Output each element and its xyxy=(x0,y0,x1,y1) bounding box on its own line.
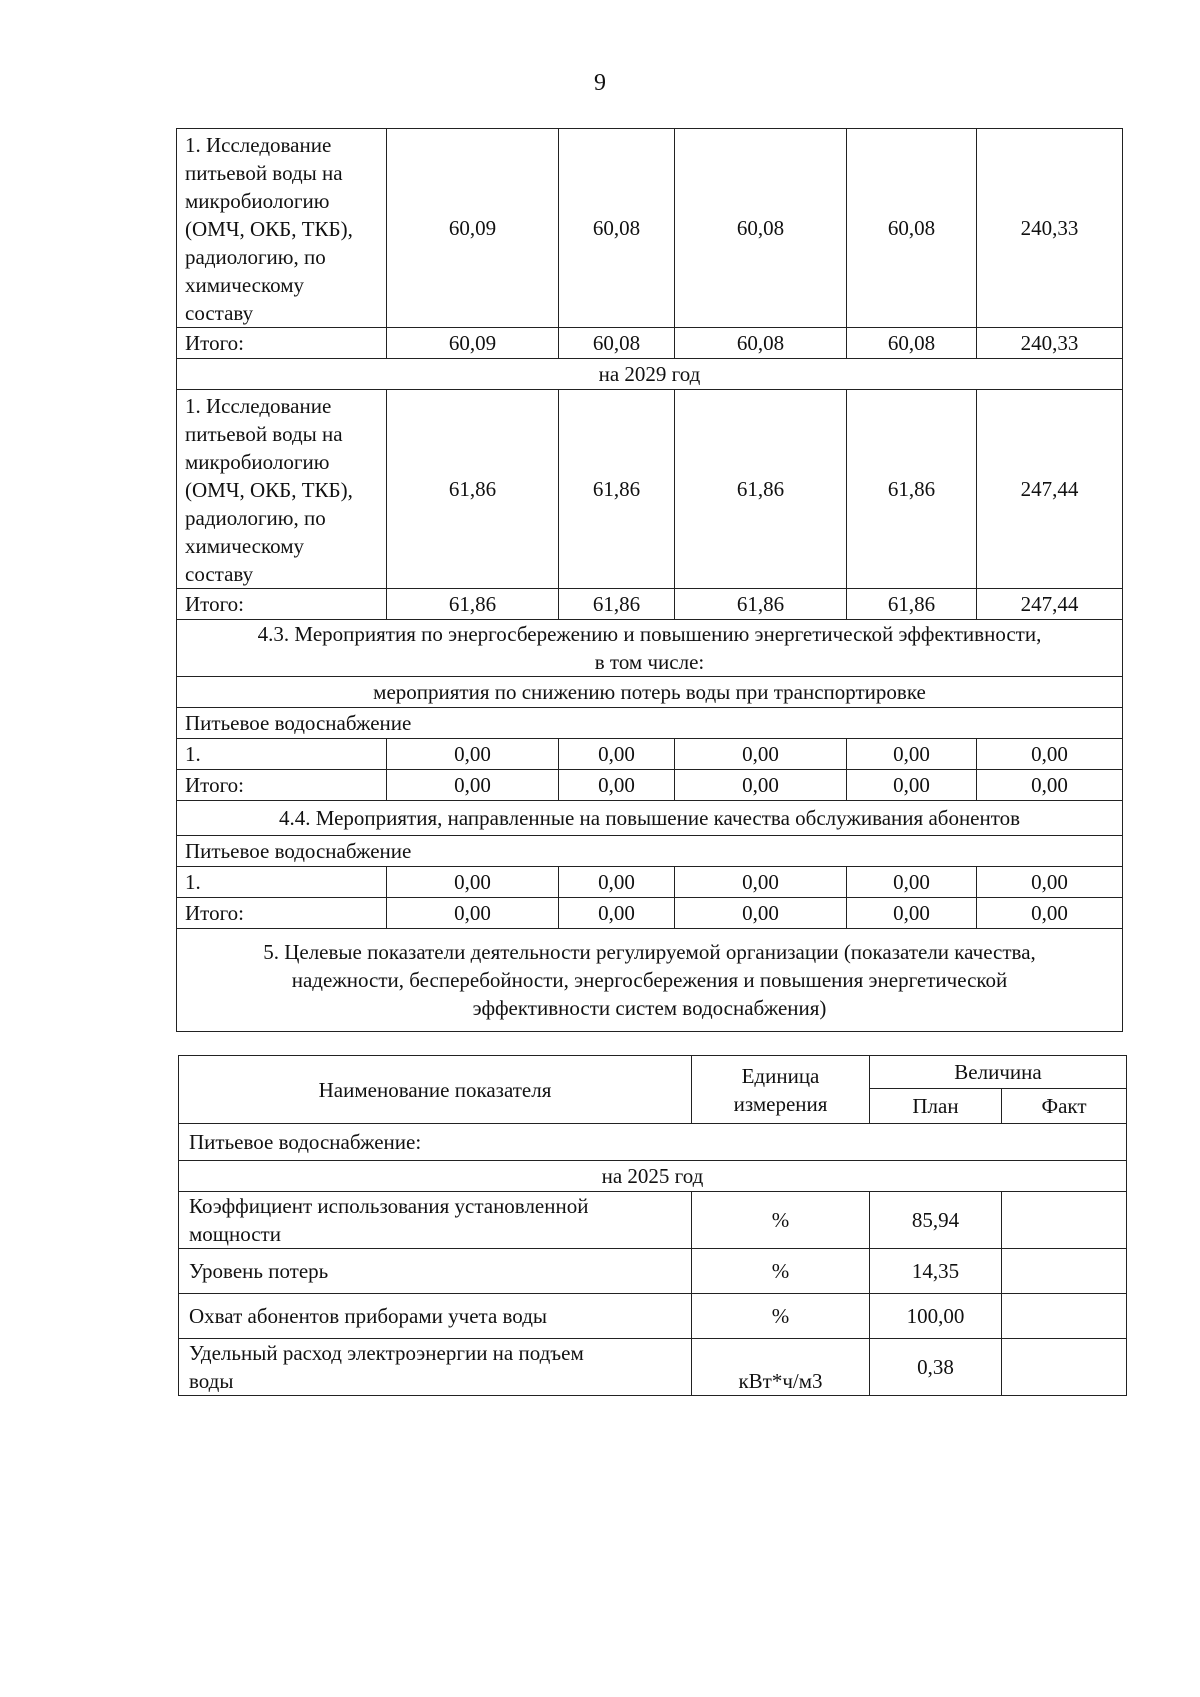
total-row xyxy=(177,770,1123,801)
value-cell: 61,86 xyxy=(559,589,675,620)
total-value-cell: 0,00 xyxy=(977,867,1123,898)
indicator-name: Уровень потерь xyxy=(179,1249,692,1294)
value-cell: 61,86 xyxy=(675,390,847,589)
value-cell: 0,00 xyxy=(559,898,675,929)
category-label: Питьевое водоснабжение xyxy=(177,708,1123,739)
year-header: на 2025 год xyxy=(179,1161,1127,1192)
value-cell: 0,00 xyxy=(387,898,559,929)
indicator-name: Удельный расход электроэнергии на подъем воды xyxy=(179,1339,692,1396)
plan-cell: 0,38 xyxy=(870,1339,1002,1396)
indicator-name: Охват абонентов приборами учета воды xyxy=(179,1294,692,1339)
total-value-cell: 247,44 xyxy=(977,589,1123,620)
plan-cell: 100,00 xyxy=(870,1294,1002,1339)
section-heading-row xyxy=(177,929,1123,1032)
plan-cell: 14,35 xyxy=(870,1249,1002,1294)
value-cell: 61,86 xyxy=(847,589,977,620)
value-cell: 0,00 xyxy=(675,739,847,770)
fact-cell xyxy=(1002,1192,1127,1249)
value-cell: 0,00 xyxy=(387,770,559,801)
unit-cell: % xyxy=(692,1249,870,1294)
section-heading: 5. Целевые показатели деятельности регулируемой организации (показатели качества, надежности, бесперебойности, энергосбережения и повышения энергетической эффективности систем водоснабжения) xyxy=(177,929,1123,1032)
table-row xyxy=(177,867,1123,898)
value-cell: 60,08 xyxy=(675,129,847,328)
value-cell: 0,00 xyxy=(387,739,559,770)
measure-description: 1. Исследование питьевой воды на микробиологию (ОМЧ, ОКБ, ТКБ), радиологию, по химическому составу xyxy=(177,129,387,328)
year-header-row xyxy=(179,1161,1127,1192)
fact-cell xyxy=(1002,1249,1127,1294)
value-cell: 60,09 xyxy=(387,129,559,328)
total-label: Итого: xyxy=(177,589,387,620)
total-value-cell: 0,00 xyxy=(977,770,1123,801)
value-cell: 0,00 xyxy=(675,898,847,929)
value-cell: 0,00 xyxy=(675,867,847,898)
year-header-row xyxy=(177,359,1123,390)
value-cell: 0,00 xyxy=(847,739,977,770)
value-cell: 61,86 xyxy=(559,390,675,589)
value-cell: 0,00 xyxy=(559,770,675,801)
total-value-cell: 240,33 xyxy=(977,129,1123,328)
value-cell: 60,08 xyxy=(559,328,675,359)
value-cell: 60,08 xyxy=(559,129,675,328)
plan-cell: 85,94 xyxy=(870,1192,1002,1249)
table-row xyxy=(179,1249,1127,1294)
subheading-row xyxy=(177,677,1123,708)
section-heading-row xyxy=(177,620,1123,677)
section-heading: 4.3. Мероприятия по энергосбережению и повышению энергетической эффективности, в том числе: xyxy=(177,620,1123,677)
value-cell: 61,86 xyxy=(675,589,847,620)
category-row xyxy=(177,836,1123,867)
measure-description: 1. Исследование питьевой воды на микробиологию (ОМЧ, ОКБ, ТКБ), радиологию, по химическому составу xyxy=(177,390,387,589)
col-header-unit: Единица измерения xyxy=(692,1056,870,1124)
total-row xyxy=(177,328,1123,359)
table-row xyxy=(179,1294,1127,1339)
total-value-cell: 0,00 xyxy=(977,739,1123,770)
value-cell: 61,86 xyxy=(387,390,559,589)
category-label: Питьевое водоснабжение: xyxy=(179,1124,1127,1161)
investment-program-table xyxy=(176,128,1123,1032)
value-cell: 60,08 xyxy=(675,328,847,359)
value-cell: 0,00 xyxy=(387,867,559,898)
table-row xyxy=(177,739,1123,770)
total-value-cell: 240,33 xyxy=(977,328,1123,359)
col-header-value: Величина xyxy=(870,1056,1127,1089)
category-label: Питьевое водоснабжение xyxy=(177,836,1123,867)
table-row xyxy=(179,1192,1127,1249)
total-label: Итого: xyxy=(177,328,387,359)
table-row xyxy=(177,129,1123,328)
value-cell: 61,86 xyxy=(387,589,559,620)
year-header: на 2029 год xyxy=(177,359,1123,390)
total-label: Итого: xyxy=(177,770,387,801)
section-subheading: мероприятия по снижению потерь воды при транспортировке xyxy=(177,677,1123,708)
section-heading-row xyxy=(177,801,1123,836)
total-value-cell: 247,44 xyxy=(977,390,1123,589)
total-label: Итого: xyxy=(177,898,387,929)
category-row xyxy=(179,1124,1127,1161)
value-cell: 0,00 xyxy=(847,898,977,929)
value-cell: 0,00 xyxy=(675,770,847,801)
section-heading: 4.4. Мероприятия, направленные на повышение качества обслуживания абонентов xyxy=(177,801,1123,836)
total-row xyxy=(177,589,1123,620)
col-header-plan: План xyxy=(870,1089,1002,1124)
table-row xyxy=(177,390,1123,589)
value-cell: 61,86 xyxy=(847,390,977,589)
unit-cell: кВт*ч/м3 xyxy=(692,1339,870,1396)
value-cell: 0,00 xyxy=(847,770,977,801)
row-label: 1. xyxy=(177,867,387,898)
category-row xyxy=(177,708,1123,739)
total-value-cell: 0,00 xyxy=(977,898,1123,929)
value-cell: 0,00 xyxy=(559,867,675,898)
fact-cell xyxy=(1002,1339,1127,1396)
unit-cell: % xyxy=(692,1294,870,1339)
total-row xyxy=(177,898,1123,929)
col-header-fact: Факт xyxy=(1002,1089,1127,1124)
table-row xyxy=(179,1339,1127,1396)
indicator-name: Коэффициент использования установленной мощности xyxy=(179,1192,692,1249)
row-label: 1. xyxy=(177,739,387,770)
value-cell: 0,00 xyxy=(559,739,675,770)
page-number: 9 xyxy=(594,70,606,96)
value-cell: 0,00 xyxy=(847,867,977,898)
header-row xyxy=(179,1056,1127,1089)
value-cell: 60,09 xyxy=(387,328,559,359)
fact-cell xyxy=(1002,1294,1127,1339)
target-indicators-table xyxy=(178,1055,1127,1396)
unit-cell: % xyxy=(692,1192,870,1249)
value-cell: 60,08 xyxy=(847,129,977,328)
value-cell: 60,08 xyxy=(847,328,977,359)
col-header-name: Наименование показателя xyxy=(179,1056,692,1124)
